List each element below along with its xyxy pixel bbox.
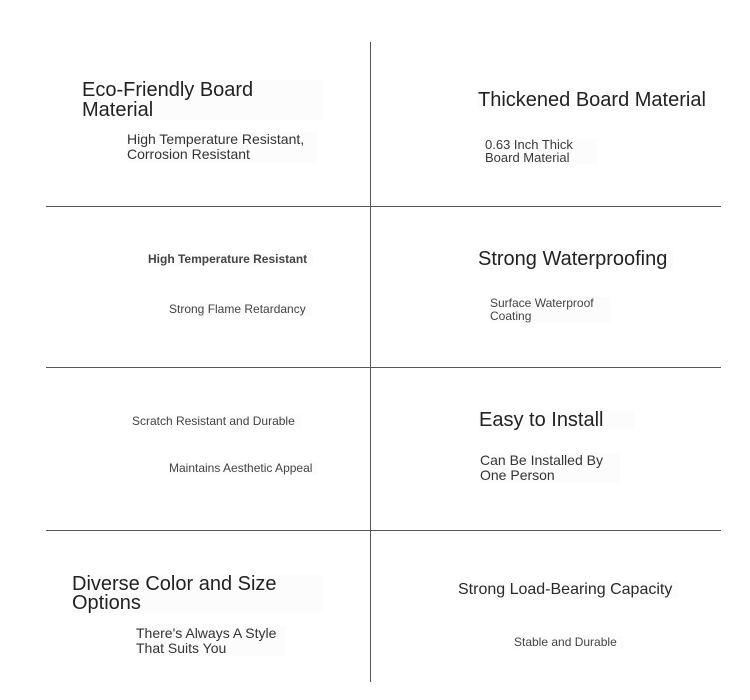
horizontal-divider-1 xyxy=(46,206,721,207)
feature-subtitle-waterproofing: Surface Waterproof Coating xyxy=(490,297,610,323)
feature-subtitle-eco-friendly: High Temperature Resistant, Corrosion Resistant xyxy=(127,132,317,162)
feature-title-scratch-resistant: Scratch Resistant and Durable xyxy=(132,415,301,428)
feature-subtitle-high-temperature: Strong Flame Retardancy xyxy=(169,303,312,316)
feature-subtitle-scratch-resistant: Maintains Aesthetic Appeal xyxy=(169,462,318,475)
feature-title-easy-install: Easy to Install xyxy=(479,410,634,430)
feature-title-load-bearing: Strong Load-Bearing Capacity xyxy=(458,581,678,599)
feature-subtitle-load-bearing: Stable and Durable xyxy=(514,636,623,649)
feature-title-thickened-board: Thickened Board Material xyxy=(478,90,712,110)
vertical-divider xyxy=(370,42,371,682)
feature-title-high-temperature: High Temperature Resistant xyxy=(148,253,313,266)
feature-title-diverse-options: Diverse Color and Size Options xyxy=(72,575,322,613)
horizontal-divider-3 xyxy=(46,530,721,531)
feature-subtitle-thickened-board: 0.63 Inch Thick Board Material xyxy=(485,138,597,164)
feature-subtitle-easy-install: Can Be Installed By One Person xyxy=(480,453,620,483)
horizontal-divider-2 xyxy=(46,367,721,368)
feature-title-eco-friendly: Eco-Friendly Board Material xyxy=(82,80,322,120)
feature-title-waterproofing: Strong Waterproofing xyxy=(478,249,673,269)
feature-subtitle-diverse-options: There's Always A Style That Suits You xyxy=(136,626,286,656)
